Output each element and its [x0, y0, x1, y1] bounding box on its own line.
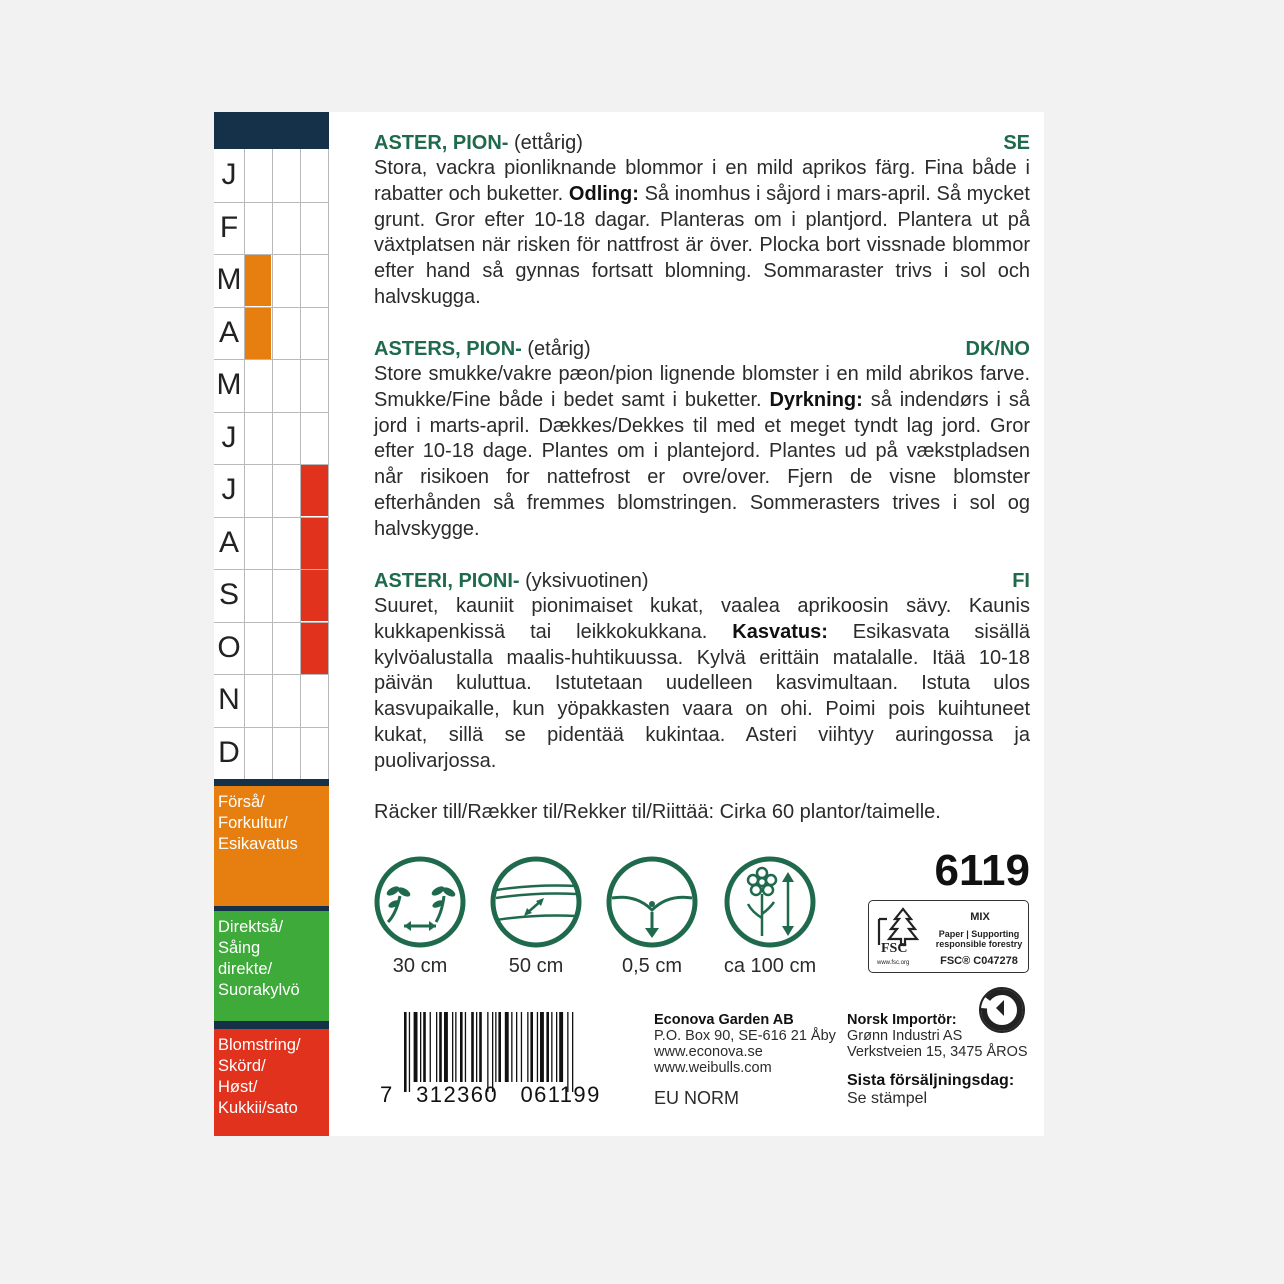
- barcode-bar: [460, 1012, 463, 1082]
- barcode-bar: [409, 1012, 410, 1092]
- section-title: ASTERI, PIONI-: [374, 570, 520, 592]
- barcode-bar: [436, 1012, 437, 1082]
- month-letter: F: [219, 210, 239, 244]
- month-letter: A: [218, 315, 239, 349]
- fsc-mix: MIX: [970, 911, 990, 923]
- legend-divider-2: [214, 1021, 329, 1029]
- row-spacing-label: 50 cm: [508, 955, 564, 977]
- section-body: Store smukke/vakre pæon/pion lignende blomster i en mild abrikos farve. Smukke/Fine både i bedet samt i buketter. Dyrkning: så indendørs i så jord i marts-april. Dækkes/Dekkes til med et meget tyndt lag jord. Gror efter 10-18 dage. Plantes om i plantejord. Plantes ud på vækstpladsen når risikoen for nattefrost er ovre/over. Fjern de visne blomster efterhånden så fremmes blomstringen. Sommerasters trives i sol og halvskygge.: [374, 363, 1030, 540]
- plant-height-label: ca 100 cm: [723, 955, 817, 977]
- month-grid: [214, 149, 329, 779]
- barcode-bar: [559, 1012, 563, 1082]
- eu-norm: EU NORM: [654, 1088, 739, 1108]
- barcode-bar: [452, 1012, 453, 1082]
- barcode-bar: [414, 1012, 418, 1082]
- barcode-bar: [527, 1012, 528, 1082]
- month-letter: J: [221, 420, 237, 454]
- language-code: FI: [1012, 570, 1030, 592]
- calendar-divider: [214, 779, 329, 786]
- barcode-bar: [498, 1012, 501, 1082]
- barcode-bar: [521, 1012, 522, 1082]
- legend-line: Suorakylvö: [218, 981, 300, 999]
- section-subtitle: (ettårig): [508, 132, 583, 154]
- legend-line: Blomstring/: [218, 1036, 301, 1054]
- sowing-calendar: [214, 112, 329, 1136]
- barcode-bar: [540, 1012, 544, 1082]
- language-code: SE: [1003, 132, 1030, 154]
- month-letter: J: [221, 473, 237, 506]
- barcode-bar: [551, 1012, 552, 1082]
- barcode-bar: [530, 1012, 533, 1082]
- month-letter: D: [218, 735, 240, 769]
- legend-presow: [214, 786, 329, 906]
- section-body: Suuret, kauniit pionimaiset kukat, vaalea aprikoosin sävy. Kaunis kukkapenkissä tai leikkokukkana. Kasvatus: Esikasvata sisällä kylvöalustalla maalis-huhtikuussa. Kylvä erittäin matalalle. Itää 10-18 päivän kuluttua. Istutetaan uudelleen kasvimultaan. Istuta ulos kasvupaikalle, kun yöpakkasten vaara on ohi. Poimi pois kuihtuneet kukat, sillä se pidentää kukintaa. Asteri viihtyy auringossa ja puolivarjossa.: [374, 595, 1031, 772]
- yield-text: Räcker till/Rækker til/Rekker til/Riittää: Cirka 60 plantor/taimelle.: [374, 801, 941, 823]
- barcode-bar: [479, 1012, 482, 1082]
- section-dk-no: [374, 336, 1030, 543]
- barcode-bar: [423, 1012, 426, 1082]
- barcode-bar: [430, 1012, 431, 1082]
- grid-line: [300, 149, 301, 779]
- barcode-bar: [476, 1012, 477, 1082]
- barcode-bar: [492, 1012, 493, 1092]
- barcode-bar: [487, 1012, 488, 1092]
- row-spacing-icon: [490, 856, 582, 948]
- barcode-bar: [505, 1012, 509, 1082]
- section-title: ASTER, PION-: [374, 132, 509, 154]
- importer-info: Norsk Importör: Grønn Industri AS Verkstveien 15, 3475 ÅROS: [847, 1012, 1028, 1060]
- barcode-bar: [455, 1012, 456, 1082]
- grid-line: [328, 149, 329, 779]
- fsc-label: [868, 900, 1029, 973]
- barcode-bar: [537, 1012, 538, 1082]
- grid-line: [272, 149, 273, 779]
- flowering-cell: [301, 464, 329, 516]
- presow-cell: [245, 254, 271, 306]
- barcode-bar: [511, 1012, 512, 1082]
- barcode-bar: [439, 1012, 442, 1082]
- legend-line: Esikavatus: [218, 835, 298, 853]
- barcode-bar: [404, 1012, 407, 1092]
- legend-direct-sow: [214, 911, 329, 1021]
- presow-cell: [245, 307, 271, 359]
- fsc-description: Paper | Supporting responsible forestry: [935, 929, 1023, 949]
- legend-line: Kukkii/sato: [218, 1099, 298, 1117]
- barcode-bar: [556, 1012, 557, 1082]
- recycle-green-dot-icon: [978, 986, 1026, 1034]
- legend-line: Høst/: [218, 1078, 258, 1096]
- legend-line: Skörd/: [218, 1057, 266, 1075]
- legend-line: Direktså/: [218, 918, 284, 936]
- grid-line: [244, 149, 245, 779]
- flowering-cell: [301, 622, 329, 674]
- flowering-cell: [301, 569, 329, 621]
- month-letter: A: [218, 525, 239, 559]
- plant-height-icon: [724, 856, 816, 948]
- company-info: Econova Garden AB P.O. Box 90, SE-616 21 Åby www.econova.se www.weibulls.com: [654, 1012, 836, 1076]
- sowing-depth-label: 0,5 cm: [621, 955, 683, 977]
- language-code: DK/NO: [965, 338, 1030, 360]
- section-fi: [374, 568, 1030, 775]
- month-letter: J: [221, 158, 237, 191]
- legend-line: Såing: [218, 939, 261, 957]
- legend-flowering: [214, 1029, 329, 1136]
- fsc-url: www.fsc.org: [877, 960, 910, 966]
- barcode-bar: [546, 1012, 549, 1082]
- product-number: 6119: [934, 846, 1030, 895]
- section-body: Stora, vackra pionliknande blommor i en mild aprikos färg. Fina både i rabatter och buketter. Odling: Så inomhus i såjord i mars-april. Så mycket grunt. Gror efter 10-18 dagar. Planteras om i plantjord. Plantera ut på växtplatsen när risken för nattfrost är över. Plocka bort vissnade blommor efter hand så gynnas fortsatt blomning. Sommaraster trivs i sol och halvskugga.: [374, 157, 1030, 308]
- barcode-bar: [516, 1012, 517, 1082]
- barcode-bar: [465, 1012, 466, 1082]
- barcode-bar: [572, 1012, 573, 1092]
- month-letter: N: [218, 683, 240, 716]
- barcode-digits: 7 312360 061199: [380, 1082, 601, 1107]
- barcode-bar: [471, 1012, 474, 1082]
- section-subtitle: (yksivuotinen): [519, 570, 649, 592]
- barcode-bar: [420, 1012, 421, 1082]
- last-sale-info: Sista försäljningsdag: Se stämpel: [847, 1072, 1015, 1107]
- calendar-top-bar: [214, 112, 329, 149]
- fsc-logo-text: FSC: [881, 941, 908, 956]
- section-subtitle: (etårig): [521, 338, 591, 360]
- legend-line: direkte/: [218, 960, 273, 978]
- month-letter: M: [216, 263, 242, 296]
- flowering-cell: [301, 517, 329, 569]
- legend-line: Förså/: [218, 793, 265, 811]
- fsc-code: FSC® C047278: [940, 955, 1018, 967]
- legend-line: Forkultur/: [218, 814, 288, 832]
- sowing-depth-icon: [606, 856, 698, 948]
- month-letter: O: [217, 630, 241, 664]
- barcode-bar: [444, 1012, 448, 1082]
- section-title: ASTERS, PION-: [374, 338, 522, 360]
- plant-spacing-label: 30 cm: [392, 955, 448, 977]
- barcode: [376, 1012, 632, 1092]
- plant-spacing-icon: [374, 856, 466, 948]
- section-se: [374, 130, 1030, 311]
- month-letter: M: [216, 368, 242, 401]
- barcode-bar: [567, 1012, 568, 1092]
- month-letter: S: [218, 578, 239, 611]
- barcode-bar: [495, 1012, 496, 1082]
